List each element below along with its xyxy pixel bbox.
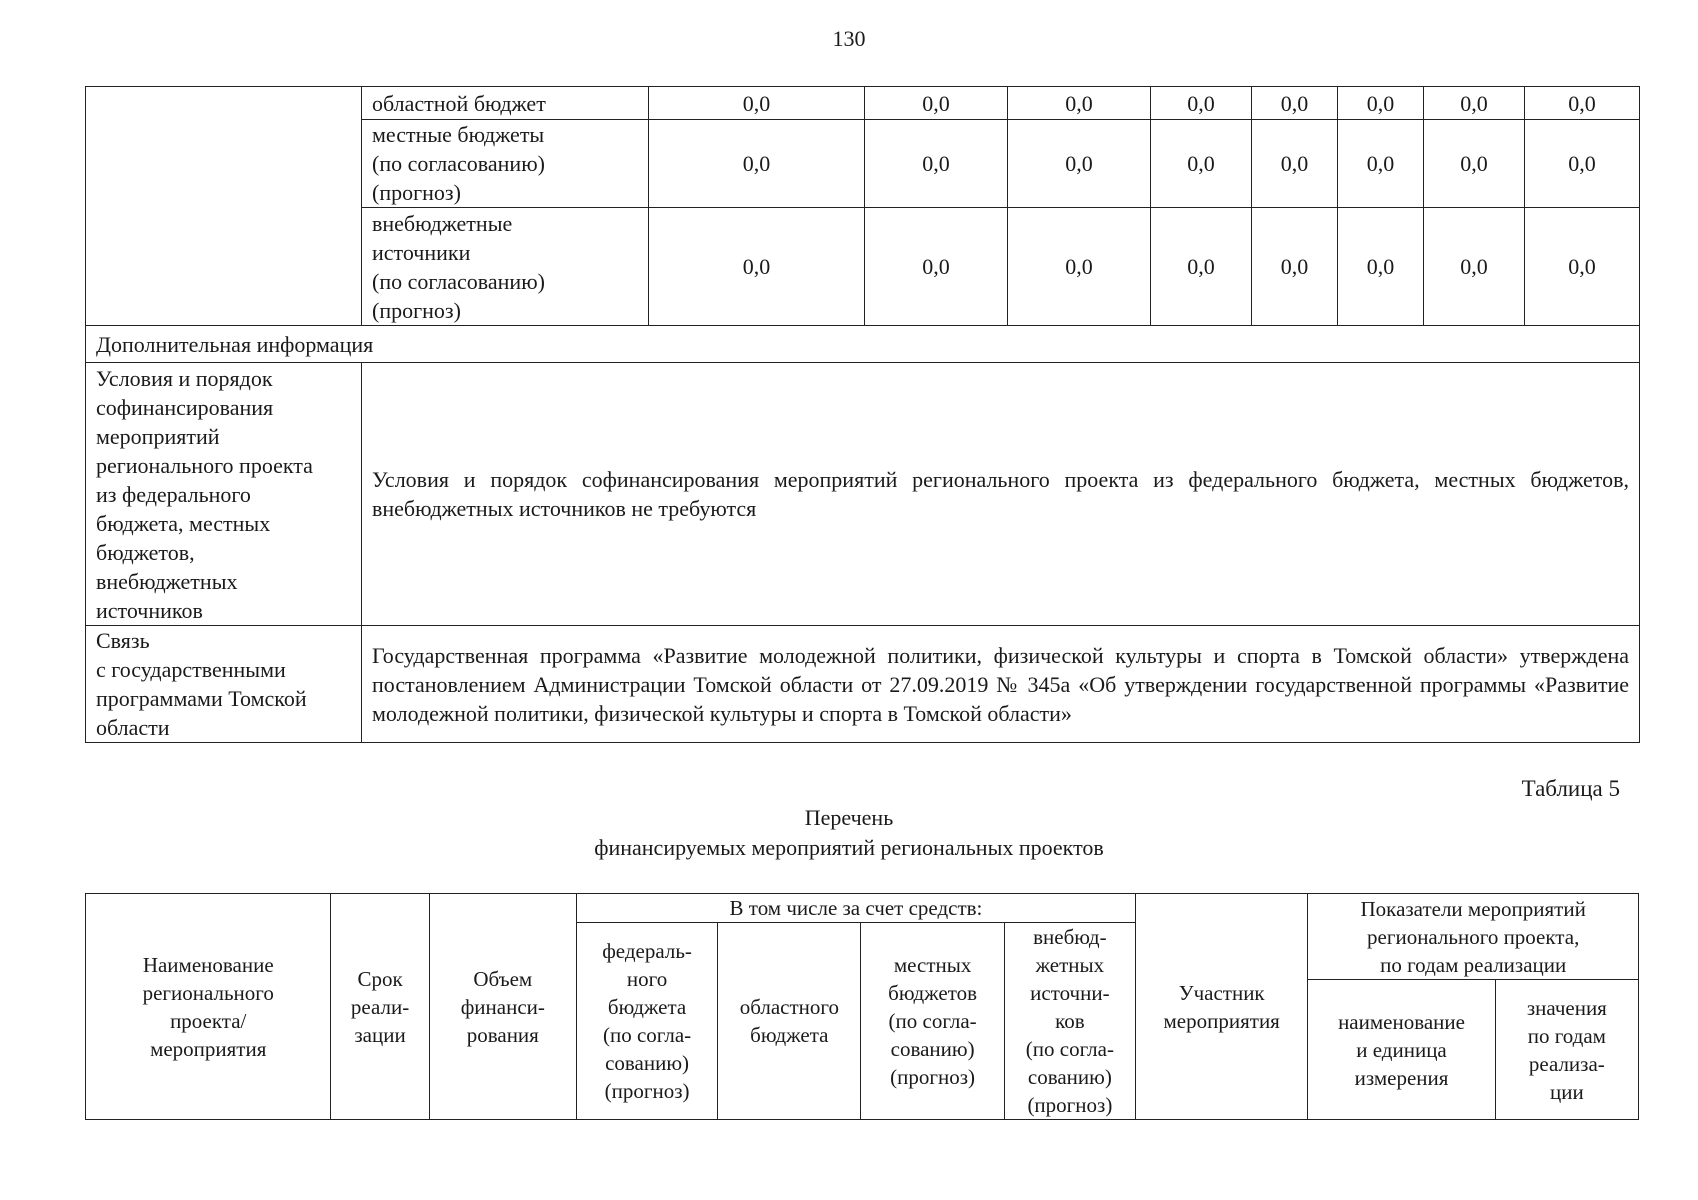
finance-value: 0,0 <box>1008 208 1151 326</box>
header-volume: Объем финанси- рования <box>429 894 576 1120</box>
finance-value: 0,0 <box>1338 120 1424 208</box>
header-name: Наименование регионального проекта/ мероприятия <box>86 894 331 1120</box>
finance-value: 0,0 <box>1252 120 1338 208</box>
finance-value: 0,0 <box>1525 208 1640 326</box>
finance-value: 0,0 <box>1008 120 1151 208</box>
table-title-line1: Перечень <box>804 805 894 830</box>
finance-value: 0,0 <box>1525 120 1640 208</box>
finance-value: 0,0 <box>1008 87 1151 120</box>
finance-value: 0,0 <box>649 120 865 208</box>
header-including: В том числе за счет средств: <box>576 894 1135 923</box>
header-participant: Участник мероприятия <box>1136 894 1308 1120</box>
header-federal: федераль- ного бюджета (по согла- сованию) (прогноз) <box>576 923 717 1120</box>
programs-link-label: Связь с государственными программами Томской области <box>86 626 362 743</box>
programs-link-text: Государственная программа «Развитие молодежной политики, физической культуры и спорта в Томской области» утверждена постановлением Администрации Томской области от 27.09.2019 № 345а «Об утверждении государственной программы «Развитие молодежной политики, физической культуры и спорта в Томской области» <box>362 626 1640 743</box>
finance-value: 0,0 <box>1338 208 1424 326</box>
header-indicators: Показатели мероприятий регионального проекта, по годам реализации <box>1308 894 1639 980</box>
finance-value: 0,0 <box>1151 87 1252 120</box>
finance-value: 0,0 <box>1338 87 1424 120</box>
finance-value: 0,0 <box>1424 208 1525 326</box>
additional-info-row <box>86 326 1640 363</box>
finance-value: 0,0 <box>1252 87 1338 120</box>
cofinancing-row <box>86 363 1640 626</box>
finance-value: 0,0 <box>1525 87 1640 120</box>
finance-value: 0,0 <box>1424 87 1525 120</box>
header-local: местных бюджетов (по согла- сованию) (прогноз) <box>861 923 1004 1120</box>
finance-source: местные бюджеты (по согласованию) (прогноз) <box>362 120 649 208</box>
finance-value: 0,0 <box>1151 120 1252 208</box>
header-offbudget: внебюд- жетных источни- ков (по согла- сованию) (прогноз) <box>1004 923 1135 1120</box>
header-indicator-values: значения по годам реализа- ции <box>1495 980 1638 1120</box>
header-indicator-name: наименование и единица измерения <box>1308 980 1495 1120</box>
activities-table <box>85 893 1639 1120</box>
additional-info-heading: Дополнительная информация <box>86 326 1640 363</box>
finance-value: 0,0 <box>1151 208 1252 326</box>
page-number: 130 <box>832 26 866 51</box>
table-number: Таблица 5 <box>1521 776 1620 801</box>
programs-link-row <box>86 626 1640 743</box>
finance-row <box>86 87 1640 120</box>
finance-value: 0,0 <box>865 208 1008 326</box>
cofinancing-label: Условия и порядок софинансирования мероприятий регионального проекта из федерального бюджета, местных бюджетов, внебюджетных источников <box>86 363 362 626</box>
table-title-line2: финансируемых мероприятий региональных проектов <box>594 835 1104 860</box>
header-regional: областного бюджета <box>718 923 861 1120</box>
finance-value: 0,0 <box>1252 208 1338 326</box>
finance-value: 0,0 <box>865 87 1008 120</box>
finance-value: 0,0 <box>1424 120 1525 208</box>
header-term: Срок реали- зации <box>331 894 429 1120</box>
finance-source: внебюджетные источники (по согласованию) (прогноз) <box>362 208 649 326</box>
table-title <box>0 803 1698 863</box>
finance-value: 0,0 <box>865 120 1008 208</box>
finance-source: областной бюджет <box>362 87 649 120</box>
header-row <box>86 894 1639 923</box>
finance-value: 0,0 <box>649 87 865 120</box>
empty-cell <box>86 87 362 326</box>
cofinancing-text: Условия и порядок софинансирования мероприятий регионального проекта из федерального бюджета, местных бюджетов, внебюджетных источников не требуются <box>362 363 1640 626</box>
finance-value: 0,0 <box>649 208 865 326</box>
financing-table <box>85 86 1640 743</box>
